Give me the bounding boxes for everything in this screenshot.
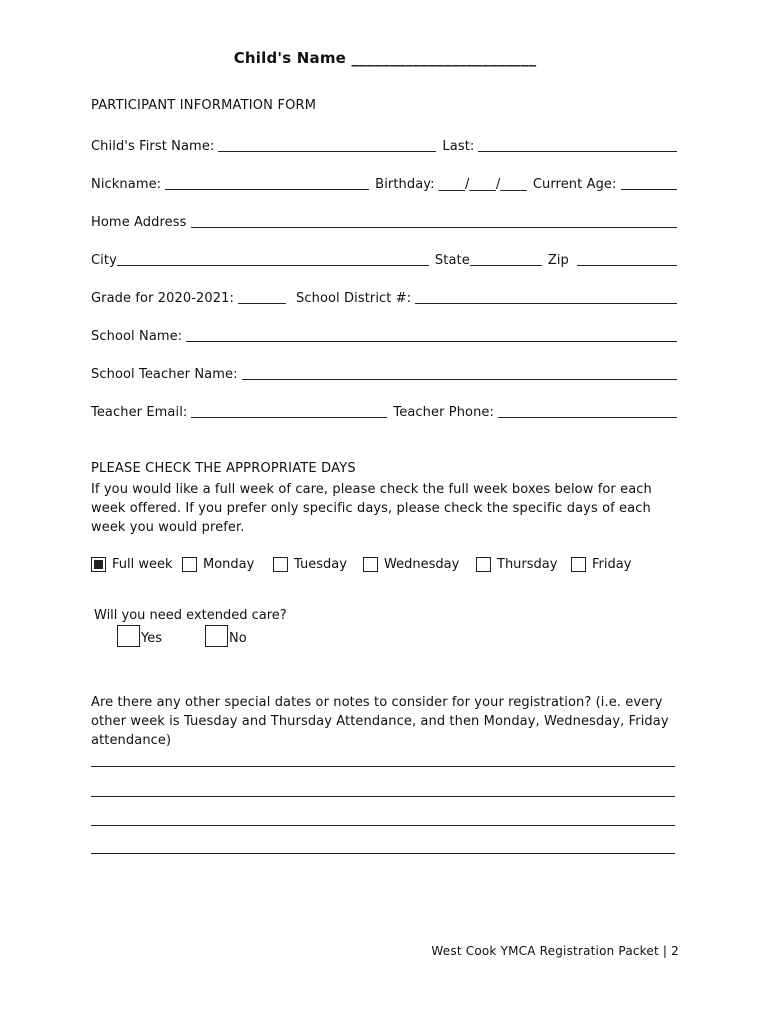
state-field[interactable] bbox=[470, 252, 542, 266]
wednesday-checkbox[interactable] bbox=[363, 557, 378, 572]
thursday-option[interactable] bbox=[476, 557, 557, 572]
extended-care-yes-label: Yes bbox=[141, 631, 162, 646]
wednesday-option[interactable] bbox=[363, 557, 459, 572]
days-heading: PLEASE CHECK THE APPROPRIATE DAYS bbox=[91, 461, 356, 476]
full-week-option[interactable] bbox=[91, 557, 173, 572]
home-address-field[interactable] bbox=[191, 214, 678, 228]
thursday-label: Thursday bbox=[497, 557, 558, 572]
home-address-label: Home Address bbox=[91, 215, 187, 230]
grade-field[interactable] bbox=[238, 290, 286, 304]
teacher-phone-label: Teacher Phone: bbox=[393, 405, 495, 420]
grade-label: Grade for 2020-2021: bbox=[91, 291, 235, 306]
monday-option[interactable] bbox=[182, 557, 254, 572]
state-label: State bbox=[434, 253, 470, 268]
extended-care-no-option[interactable] bbox=[204, 625, 247, 647]
school-district-label: School District #: bbox=[296, 291, 412, 306]
notes-line-4[interactable] bbox=[91, 853, 675, 854]
home-address-row bbox=[91, 212, 677, 230]
notes-line-2[interactable] bbox=[91, 796, 675, 797]
teacher-phone-field[interactable] bbox=[498, 404, 677, 418]
extended-care-no-checkbox[interactable] bbox=[205, 625, 228, 647]
tuesday-label: Tuesday bbox=[294, 557, 347, 572]
city-state-zip-row bbox=[91, 250, 677, 268]
first-name-field[interactable] bbox=[218, 138, 436, 152]
school-teacher-field[interactable] bbox=[242, 366, 677, 380]
monday-checkbox[interactable] bbox=[182, 557, 197, 572]
city-label: City bbox=[91, 253, 117, 268]
last-name-label: Last: bbox=[442, 139, 475, 154]
school-name-field[interactable] bbox=[186, 328, 677, 342]
school-district-field[interactable] bbox=[415, 290, 677, 304]
school-name-label: School Name: bbox=[91, 329, 183, 344]
friday-option[interactable] bbox=[571, 557, 631, 572]
full-week-checkbox[interactable] bbox=[91, 557, 106, 572]
notes-line-3[interactable] bbox=[91, 825, 675, 826]
zip-field[interactable] bbox=[577, 252, 677, 266]
nickname-label: Nickname: bbox=[91, 177, 162, 192]
full-week-label: Full week bbox=[112, 557, 173, 572]
city-field[interactable] bbox=[117, 252, 429, 266]
teacher-contact-row bbox=[91, 402, 677, 420]
grade-district-row bbox=[91, 288, 677, 306]
current-age-field[interactable] bbox=[621, 176, 678, 190]
nickname-field[interactable] bbox=[165, 176, 369, 190]
school-teacher-label: School Teacher Name: bbox=[91, 367, 238, 382]
first-name-label: Child's First Name: bbox=[91, 139, 215, 154]
tuesday-checkbox[interactable] bbox=[273, 557, 288, 572]
wednesday-label: Wednesday bbox=[384, 557, 460, 572]
extended-care-yes-option[interactable] bbox=[116, 625, 162, 647]
school-teacher-row bbox=[91, 364, 677, 382]
monday-label: Monday bbox=[203, 557, 255, 572]
page-footer: West Cook YMCA Registration Packet | 2 bbox=[431, 944, 679, 958]
birthday-field[interactable]: ____/____/____ bbox=[438, 177, 527, 192]
last-name-field[interactable] bbox=[478, 138, 677, 152]
section-title: PARTICIPANT INFORMATION FORM bbox=[91, 98, 317, 113]
zip-label: Zip bbox=[547, 253, 569, 268]
days-instructions: If you would like a full week of care, please check the full week boxes below for each week offered. If you prefer only specific days, please check the specific days of each week you would prefer. bbox=[91, 482, 652, 535]
first-last-name-row bbox=[91, 136, 677, 154]
current-age-label: Current Age: bbox=[532, 177, 617, 192]
extended-care-no-label: No bbox=[229, 631, 247, 646]
teacher-email-field[interactable] bbox=[191, 404, 387, 418]
childs-name-title: Child's Name ________________________ bbox=[233, 49, 537, 67]
friday-checkbox[interactable] bbox=[571, 557, 586, 572]
extended-care-question: Will you need extended care? bbox=[94, 608, 287, 623]
teacher-email-label: Teacher Email: bbox=[91, 405, 188, 420]
notes-question: Are there any other special dates or notes to consider for your registration? (i.e. every other week is Tuesday and Thursday Attendance, and then Monday, Wednesday, Friday attendance) bbox=[91, 695, 669, 748]
tuesday-option[interactable] bbox=[273, 557, 347, 572]
thursday-checkbox[interactable] bbox=[476, 557, 491, 572]
friday-label: Friday bbox=[592, 557, 632, 572]
extended-care-yes-checkbox[interactable] bbox=[117, 625, 140, 647]
nickname-row bbox=[91, 174, 677, 192]
notes-line-1[interactable] bbox=[91, 766, 675, 767]
birthday-label: Birthday: bbox=[375, 177, 435, 192]
school-name-row bbox=[91, 326, 677, 344]
